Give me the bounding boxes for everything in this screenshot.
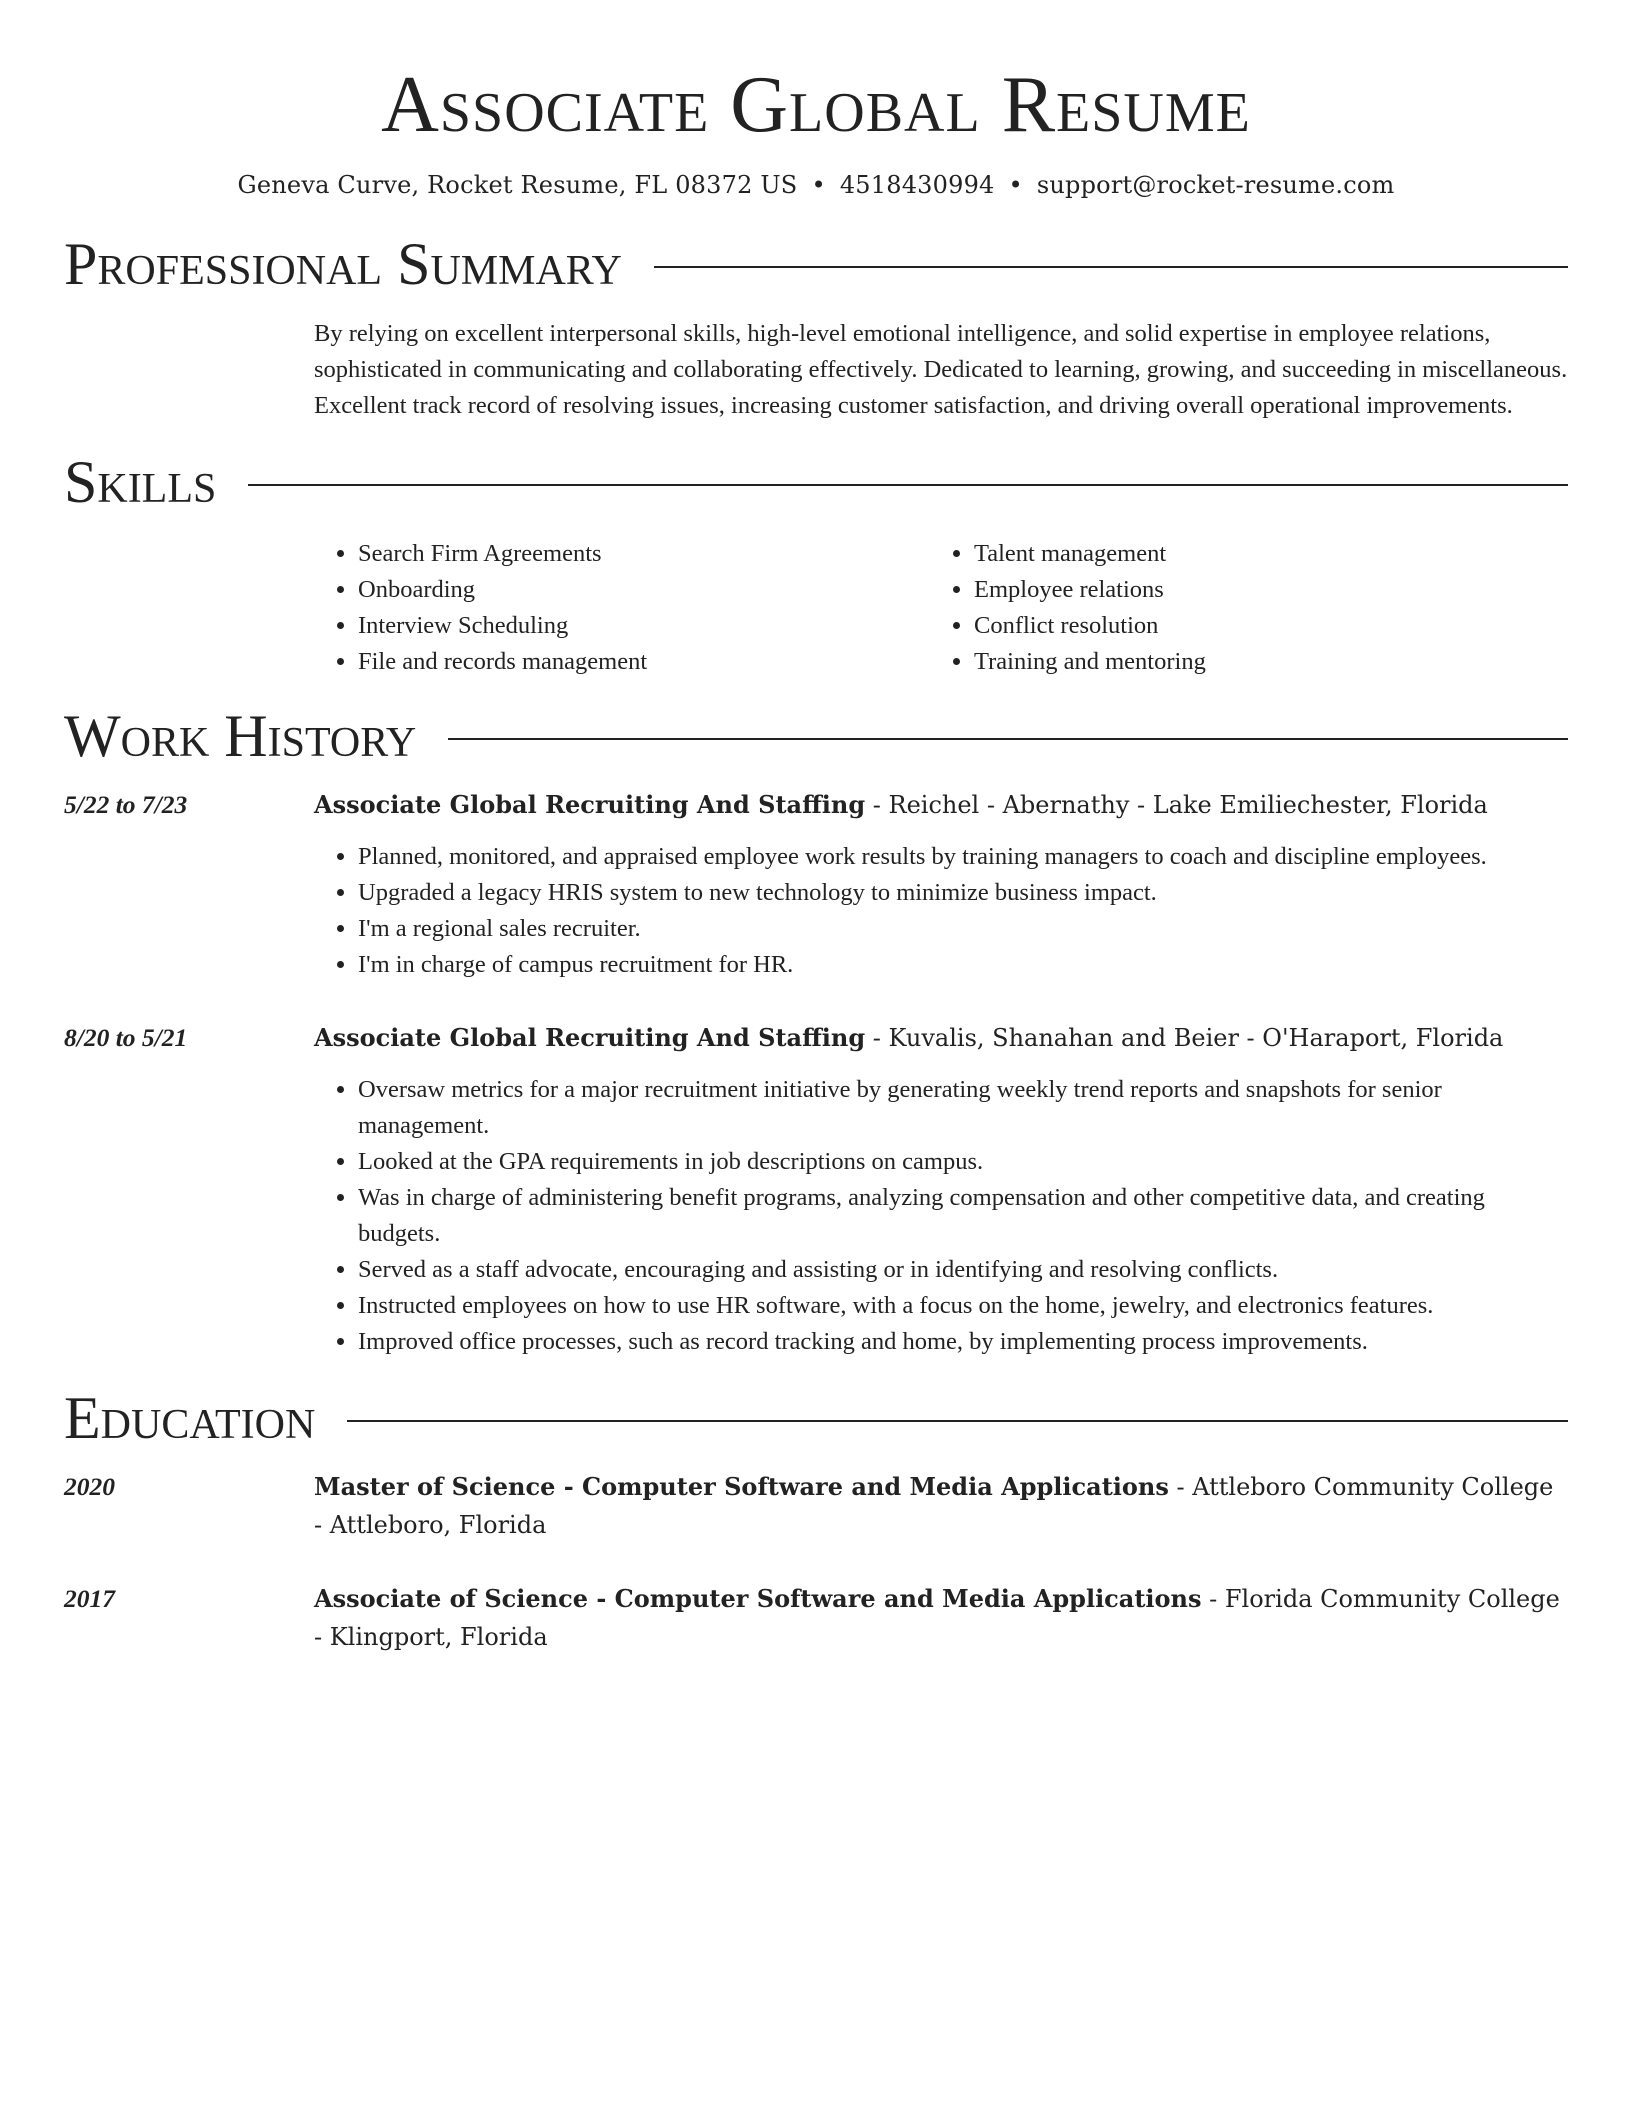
work-bullet: • Upgraded a legacy HRIS system to new technology to minimize business impact.	[358, 875, 1568, 911]
work-bullet: • I'm in charge of campus recruitment for HR.	[358, 947, 1568, 983]
education-school-location: - Attleboro Community College - Attleboro, Florida	[314, 1473, 1554, 1539]
contact-line	[64, 168, 1568, 202]
work-employer-location: - Kuvalis, Shanahan and Beier - O'Haraport, Florida	[865, 1024, 1504, 1052]
work-role: Associate Global Recruiting And Staffing	[314, 1023, 866, 1052]
work-entry-body	[314, 786, 1568, 983]
work-entry	[64, 786, 1568, 983]
skill-item: • Employee relations	[974, 572, 1546, 608]
work-bullet: • Oversaw metrics for a major recruitment initiative by generating weekly trend reports and snapshots for senior management.	[358, 1072, 1568, 1144]
work-bullet: • Was in charge of administering benefit programs, analyzing compensation and other competitive data, and creating budgets.	[358, 1180, 1568, 1252]
work-bullet: • Served as a staff advocate, encouraging and assisting or in identifying and resolving conflicts.	[358, 1252, 1568, 1288]
work-bullet: • Improved office processes, such as record tracking and home, by implementing process improvements.	[358, 1324, 1568, 1360]
education-entry	[64, 1580, 1568, 1656]
education-entry-body	[314, 1580, 1568, 1656]
work-dates: 8/20 to 5/21	[64, 1023, 188, 1052]
skills-column-left	[314, 536, 930, 680]
summary-text: By relying on excellent interpersonal skills, high-level emotional intelligence, and solid expertise in employee relations, sophisticated in communicating and collaborating effectively. Dedicated to learning, growing, and succeeding in miscellaneous. Excellent track record of resolving issues, increasing customer satisfaction, and driving overall operational improvements.	[314, 320, 1568, 419]
education-year: 2020	[64, 1472, 115, 1501]
skill-item: • Onboarding	[358, 572, 930, 608]
work-bullet: • Instructed employees on how to use HR software, with a focus on the home, jewelry, and electronics features.	[358, 1288, 1568, 1324]
contact-email: support@rocket-resume.com	[1036, 171, 1395, 199]
work-entry-body	[314, 1019, 1568, 1360]
education-entry-body	[314, 1468, 1568, 1544]
work-heading	[314, 1019, 1568, 1057]
work-title: Work History	[64, 703, 417, 769]
work-bullet: • Looked at the GPA requirements in job descriptions on campus.	[358, 1144, 1568, 1180]
resume-name: Associate Global Resume	[381, 61, 1251, 149]
contact-separator: •	[811, 171, 826, 199]
skill-item: • File and records management	[358, 644, 930, 680]
contact-address: Geneva Curve, Rocket Resume, FL 08372 US	[237, 171, 798, 199]
resume-page	[64, 0, 1568, 1656]
work-bullet: • I'm a regional sales recruiter.	[358, 911, 1568, 947]
skill-item: • Conflict resolution	[974, 608, 1546, 644]
education-heading	[314, 1580, 1568, 1656]
summary-title: Professional Summary	[64, 231, 622, 297]
skills-column-right	[930, 536, 1546, 680]
education-degree: Associate of Science - Computer Software and Media Applications	[314, 1584, 1202, 1613]
contact-phone: 4518430994	[839, 171, 995, 199]
skills-section-header	[64, 450, 1568, 514]
education-degree: Master of Science - Computer Software and Media Applications	[314, 1472, 1169, 1501]
education-entry	[64, 1468, 1568, 1544]
education-section-header	[64, 1386, 1568, 1450]
contact-separator: •	[1008, 171, 1023, 199]
skill-item: • Training and mentoring	[974, 644, 1546, 680]
work-bullet: • Planned, monitored, and appraised employee work results by training managers to coach and discipline employees.	[358, 839, 1568, 875]
section-divider	[654, 266, 1568, 268]
work-heading	[314, 786, 1568, 824]
work-role: Associate Global Recruiting And Staffing	[314, 790, 866, 819]
work-bullets	[314, 839, 1568, 983]
skill-item: • Interview Scheduling	[358, 608, 930, 644]
work-entry	[64, 1019, 1568, 1360]
skill-item: • Talent management	[974, 536, 1546, 572]
education-year: 2017	[64, 1584, 115, 1613]
skill-item: • Search Firm Agreements	[358, 536, 930, 572]
skills-list	[314, 536, 1568, 680]
education-title: Education	[64, 1385, 316, 1451]
section-divider	[347, 1420, 1568, 1422]
section-divider	[448, 738, 1568, 740]
skills-title: Skills	[64, 449, 217, 515]
summary-section-header	[64, 232, 1568, 296]
work-bullets	[314, 1072, 1568, 1360]
section-divider	[248, 484, 1568, 486]
education-heading	[314, 1468, 1568, 1544]
education-school-location: - Florida Community College - Klingport, Florida	[314, 1585, 1560, 1651]
work-employer-location: - Reichel - Abernathy - Lake Emiliechester, Florida	[865, 791, 1488, 819]
work-dates: 5/22 to 7/23	[64, 790, 188, 819]
work-section-header	[64, 704, 1568, 768]
